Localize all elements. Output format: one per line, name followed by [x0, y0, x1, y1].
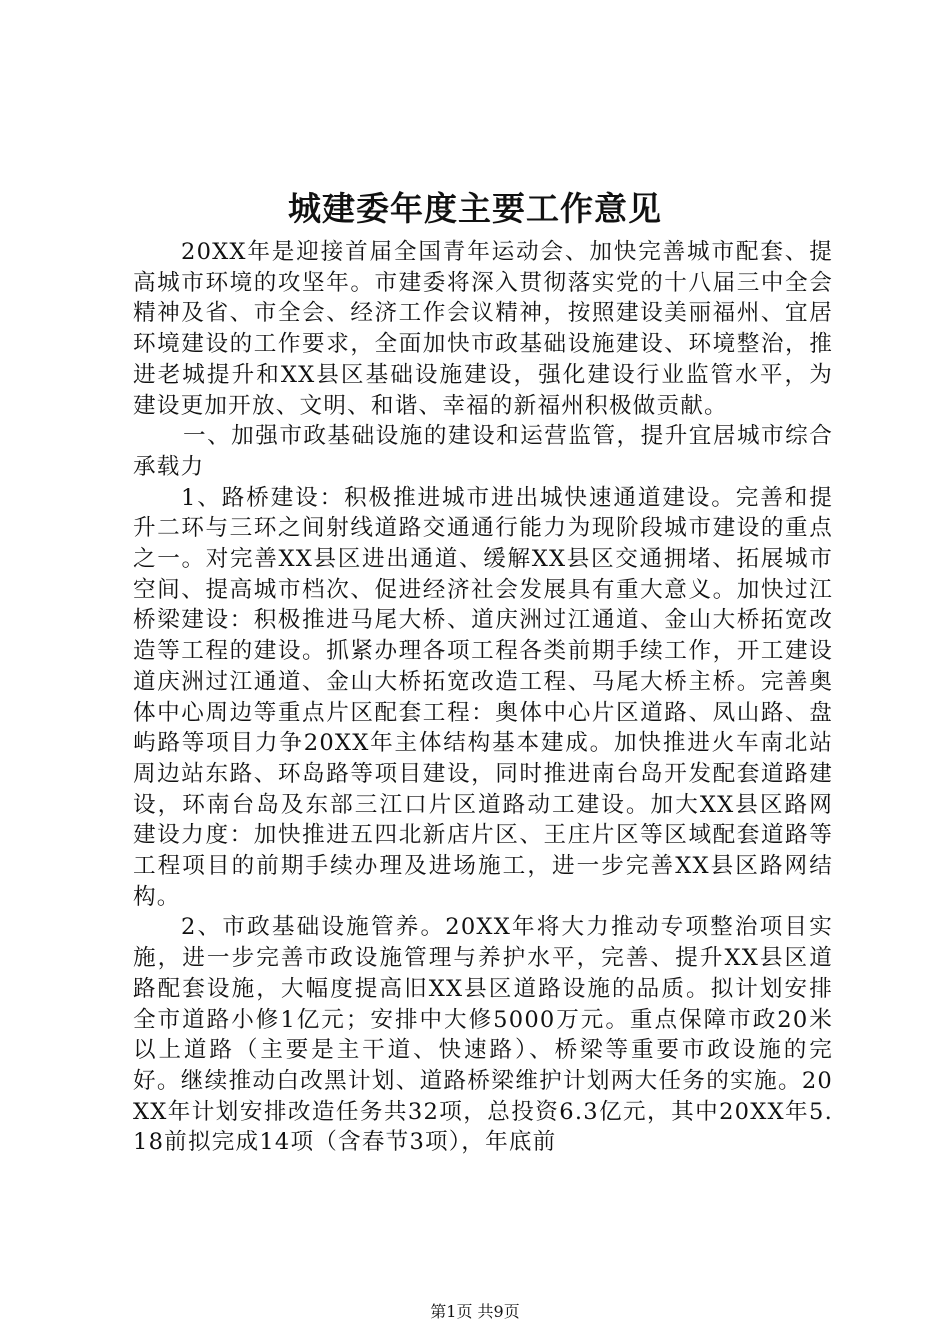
- section-heading: 一、加强市政基础设施的建设和运营监管，提升宜居城市综合承载力: [133, 423, 833, 480]
- document-body: [133, 237, 833, 1158]
- municipal-maintenance-paragraph: 2、市政基础设施管养。20XX年将大力推动专项整治项目实施，进一步完善市政设施管理与养护水平，完善、提升XX县区道路配套设施，大幅度提高旧XX县区道路设施的品质。拟计划安排全市道路小修1亿元；安排中大修5000万元。重点保障市政20米以上道路（主要是主干道、快速路）、桥梁等重要市政设施的完好。继续推动白改黑计划、道路桥梁维护计划两大任务的实施。20XX年计划安排改造任务共32项，总投资6.3亿元，其中20XX年5.18前拟完成14项（含春节3项），年底前: [133, 914, 833, 1156]
- document-title: 城建委年度主要工作意见: [288, 189, 662, 228]
- page-number-footer: 第1页 共9页: [430, 1302, 520, 1321]
- intro-paragraph: 20XX年是迎接首届全国青年运动会、加快完善城市配套、提高城市环境的攻坚年。市建委将深入贯彻落实党的十八届三中全会精神及省、市全会、经济工作会议精神，按照建设美丽福州、宜居环境建设的工作要求，全面加快市政基础设施建设、环境整治，推进老城提升和XX县区基础设施建设，强化建设行业监管水平，为建设更加开放、文明、和谐、幸福的新福州积极做贡献。: [133, 239, 833, 419]
- road-bridge-paragraph: 1、路桥建设：积极推进城市进出城快速通道建设。完善和提升二环与三环之间射线道路交通通行能力为现阶段城市建设的重点之一。对完善XX县区进出通道、缓解XX县区交通拥堵、拓展城市空间、提高城市档次、促进经济社会发展具有重大意义。加快过江桥梁建设：积极推进马尾大桥、道庆洲过江通道、金山大桥拓宽改造等工程的建设。抓紧办理各项工程各类前期手续工作，开工建设道庆洲过江通道、金山大桥拓宽改造工程、马尾大桥主桥。完善奥体中心周边等重点片区配套工程：奥体中心片区道路、凤山路、盘屿路等项目力争20XX年主体结构基本建成。加快推进火车南北站周边站东路、环岛路等项目建设，同时推进南台岛开发配套道路建设，环南台岛及东部三江口片区道路动工建设。加大XX县区路网建设力度：加快推进五四北新店片区、王庄片区等区域配套道路等工程项目的前期手续办理及进场施工，进一步完善XX县区路网结构。: [133, 484, 833, 910]
